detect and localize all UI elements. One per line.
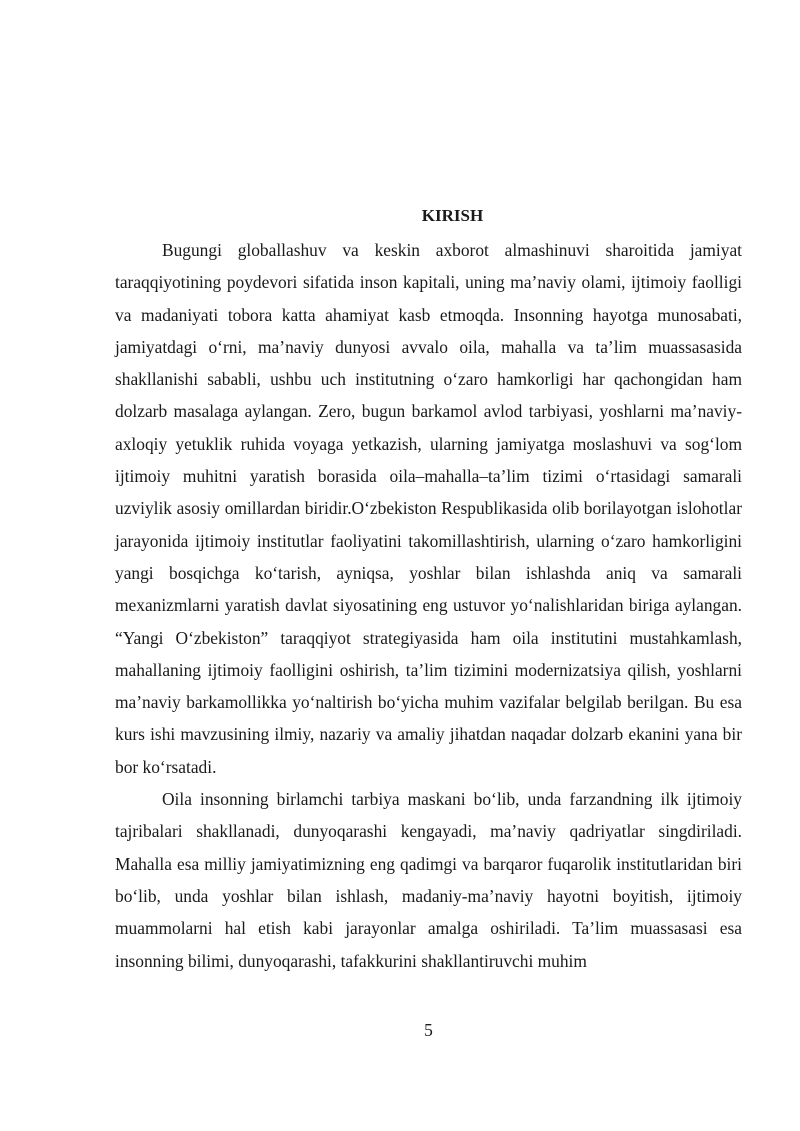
- paragraph-2: Oila insonning birlamchi tarbiya maskani bo‘lib, unda farzandning ilk ijtimoiy tajribalari shakllanadi, dunyoqarashi kengayadi, ma’naviy qadriyatlar singdiriladi. Mahalla esa milliy jamiyatimizning eng qadimgi va barqaror fuqarolik institutlaridan biri bo‘lib, unda yoshlar bilan ishlash, madaniy-ma’naviy hayotni boyitish, ijtimoiy muammolarni hal etish kabi jarayonlar amalga oshiriladi. Ta’lim muassasasi esa insonning bilimi, dunyoqarashi, tafakkurini shakllantiruvchi muhim: [115, 789, 742, 971]
- page-title: KIRISH: [421, 206, 484, 225]
- document-body: [115, 234, 742, 977]
- paragraph-1: Bugungi globallashuv va keskin axborot almashinuvi sharoitida jamiyat taraqqiyotining poydevori sifatida inson kapitali, uning ma’naviy olami, ijtimoiy faolligi va madaniyati tobora katta ahamiyat kasb etmoqda. Insonning hayotga munosabati, jamiyatdagi o‘rni, ma’naviy dunyosi avvalo oila, mahalla va ta’lim muassasasida shakllanishi sababli, ushbu uch institutning o‘zaro hamkorligi har qachongidan ham dolzarb masalaga aylangan. Zero, bugun barkamol avlod tarbiyasi, yoshlarni ma’naviy-axloqiy yetuklik ruhida voyaga yetkazish, ularning jamiyatga moslashuvi va sog‘lom ijtimoiy muhitni yaratish borasida oila–mahalla–ta’lim tizimi o‘rtasidagi samarali uzviylik asosiy omillardan biridir.O‘zbekiston Respublikasida olib borilayotgan islohotlar jarayonida ijtimoiy institutlar faoliyatini takomillashtirish, ularning o‘zaro hamkorligini yangi bosqichga ko‘tarish, ayniqsa, yoshlar bilan ishlashda aniq va samarali mexanizmlarni yaratish davlat siyosatining eng ustuvor yo‘nalishlaridan biriga aylangan. “Yangi O‘zbekiston” taraqqiyot strategiyasida ham oila institutini mustahkamlash, mahallaning ijtimoiy faolligini oshirish, ta’lim tizimini modernizatsiya qilish, yoshlarni ma’naviy barkamollikka yo‘naltirish bo‘yicha muhim vazifalar belgilab berilgan. Bu esa kurs ishi mavzusining ilmiy, nazariy va amaliy jihatdan naqadar dolzarb ekanini yana bir bor ko‘rsatadi.: [115, 240, 742, 777]
- page-number: 5: [424, 1020, 433, 1040]
